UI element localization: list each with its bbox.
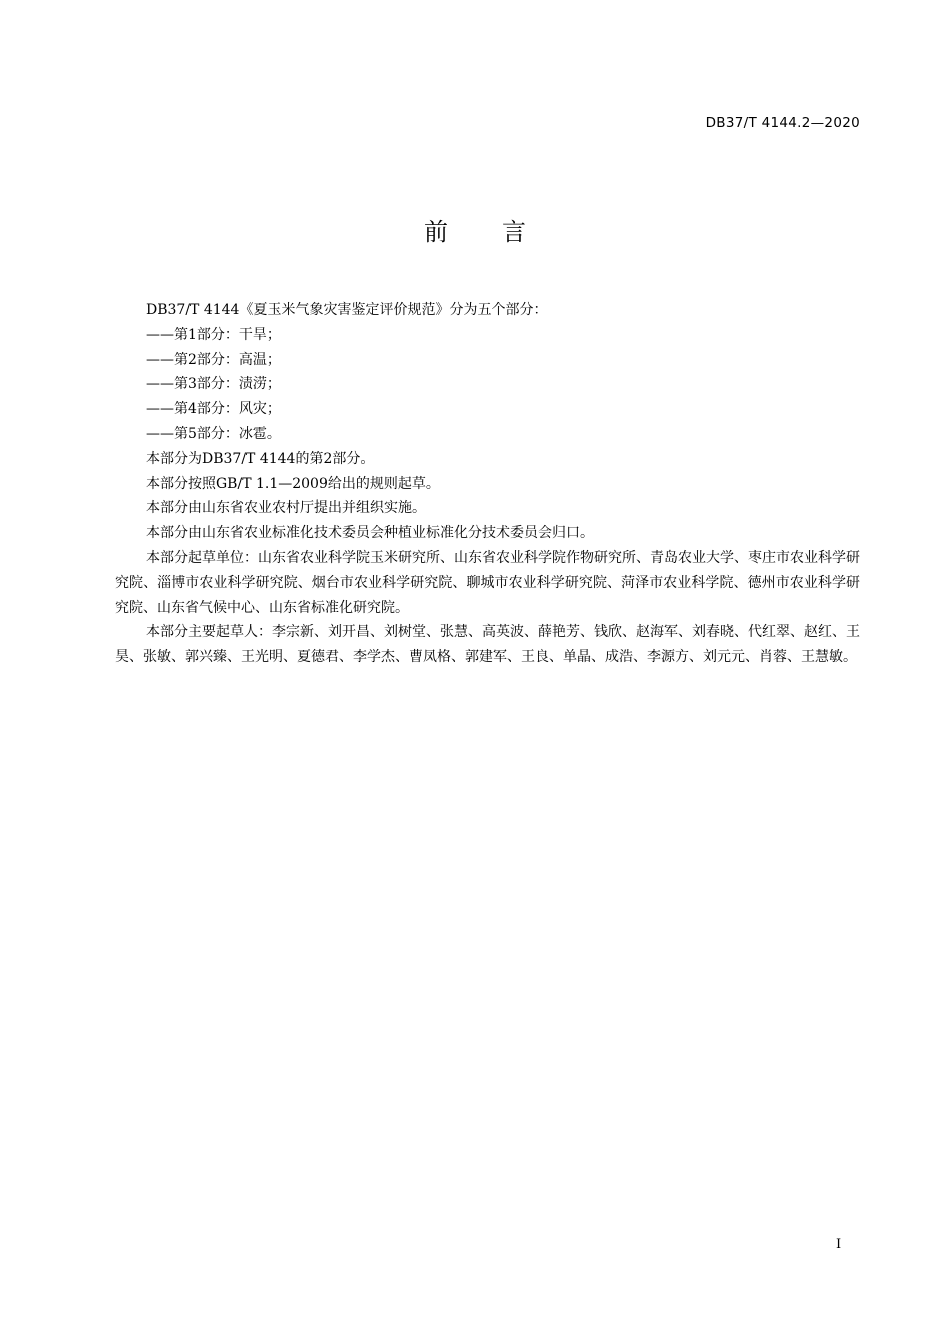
list-item-part-5: ——第5部分：冰雹。 <box>146 425 281 442</box>
paragraph-intro: DB37/T 4144《夏玉米气象灾害鉴定评价规范》分为五个部分： <box>146 302 548 318</box>
paragraph-proposer: 本部分由山东省农业农村厅提出并组织实施。 <box>146 500 426 517</box>
paragraph-committee: 本部分由山东省农业标准化技术委员会种植业标准化分技术委员会归口。 <box>146 525 594 542</box>
list-item-part-3: ——第3部分：渍涝； <box>146 376 281 393</box>
page-title <box>0 212 950 247</box>
title-char-2: 言 <box>502 218 526 246</box>
paragraph-drafting-rules: 本部分按照GB/T 1.1—2009给出的规则起草。 <box>146 475 440 492</box>
document-code: DB37/T 4144.2—2020 <box>705 115 860 131</box>
paragraph-drafters: 本部分主要起草人：李宗新、刘开昌、刘树堂、张慧、高英波、薛艳芳、钱欣、赵海军、刘春晓、代红翠、赵红、王昊、张敏、郭兴臻、王光明、夏德君、李学杰、曹凤格、郭建军、王良、单晶、成浩、李源方、刘元元、肖蓉、王慧敏。 <box>115 624 860 666</box>
paragraph-this-part: 本部分为DB37/T 4144的第2部分。 <box>146 450 375 467</box>
paragraph-drafting-units: 本部分起草单位：山东省农业科学院玉米研究所、山东省农业科学院作物研究所、青岛农业大学、枣庄市农业科学研究院、淄博市农业科学研究院、烟台市农业科学研究院、聊城市农业科学研究院、菏泽市农业科学院、德州市农业科学研究院、山东省气候中心、山东省标准化研究院。 <box>115 549 860 616</box>
list-item-part-4: ——第4部分：风灾； <box>146 401 281 418</box>
foreword-body <box>115 298 860 670</box>
list-item-part-1: ——第1部分：干旱； <box>146 326 281 343</box>
list-item-part-2: ——第2部分：高温； <box>146 351 281 368</box>
title-char-1: 前 <box>424 218 448 246</box>
page-number: I <box>836 1237 842 1252</box>
